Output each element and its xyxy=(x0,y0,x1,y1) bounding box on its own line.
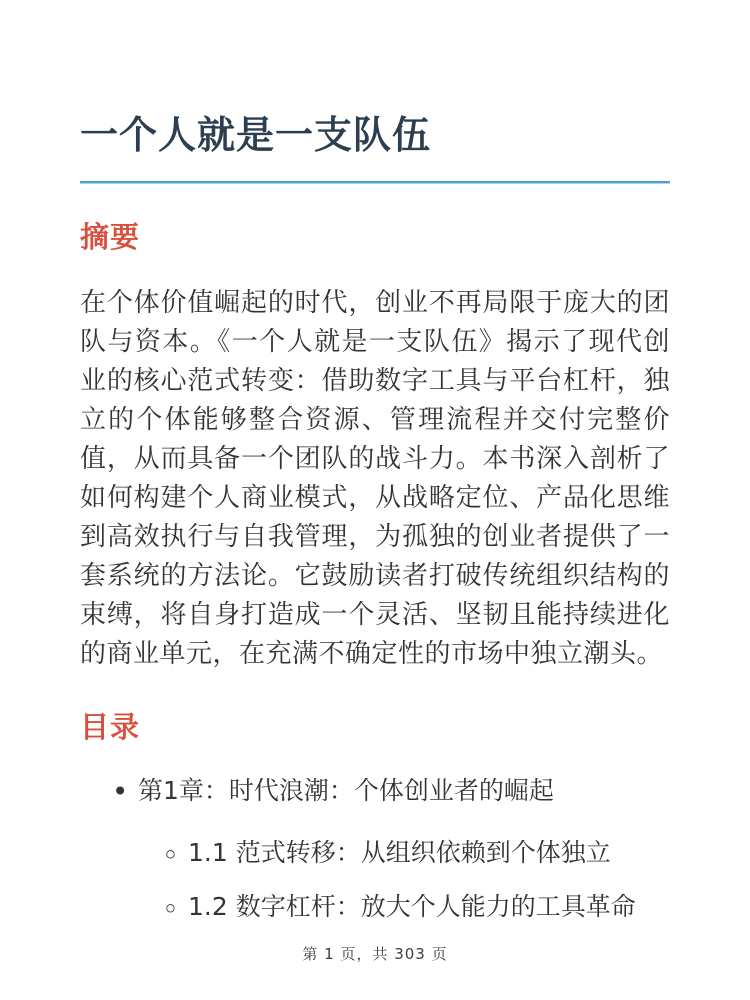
page-indicator: 第 1 页，共 303 页 xyxy=(302,945,448,963)
page-footer xyxy=(0,943,750,964)
abstract-paragraph: 在个体价值崛起的时代，创业不再局限于庞大的团队与资本。《一个人就是一支队伍》揭示了现代创业的核心范式转变：借助数字工具与平台杠杆，独立的个体能够整合资源、管理流程并交付完整价值，从而具备一个团队的战斗力。本书深入剖析了如何构建个人商业模式，从战略定位、产品化思维到高效执行与自我管理，为孤独的创业者提供了一套系统的方法论。它鼓励读者打破传统组织结构的束缚，将自身打造成一个灵活、坚韧且能持续进化的商业单元，在充满不确定性的市场中独立潮头。 xyxy=(80,288,670,670)
toc-subitem-label: 1.2 数字杠杆：放大个人能力的工具革命 xyxy=(188,891,636,921)
abstract-heading: 摘要 xyxy=(80,219,141,254)
toc-subitem xyxy=(162,835,670,877)
title-divider xyxy=(80,181,670,184)
circle-bullet-icon: ◦ xyxy=(162,837,179,872)
toc-subitem-label: 1.1 范式转移：从组织依赖到个体独立 xyxy=(188,837,611,867)
page-title: 一个人就是一支队伍 xyxy=(80,113,432,157)
toc-chapter-item xyxy=(112,773,670,813)
circle-bullet-icon: ◦ xyxy=(162,891,179,926)
toc-chapter-label: 第1章：时代浪潮：个体创业者的崛起 xyxy=(138,776,554,806)
toc-sublist xyxy=(112,835,670,930)
toc-subitem xyxy=(162,889,670,931)
toc-heading: 目录 xyxy=(80,710,141,745)
toc-sublist-wrapper xyxy=(112,835,670,930)
disc-bullet-icon: • xyxy=(112,776,129,809)
toc-list xyxy=(80,773,670,930)
